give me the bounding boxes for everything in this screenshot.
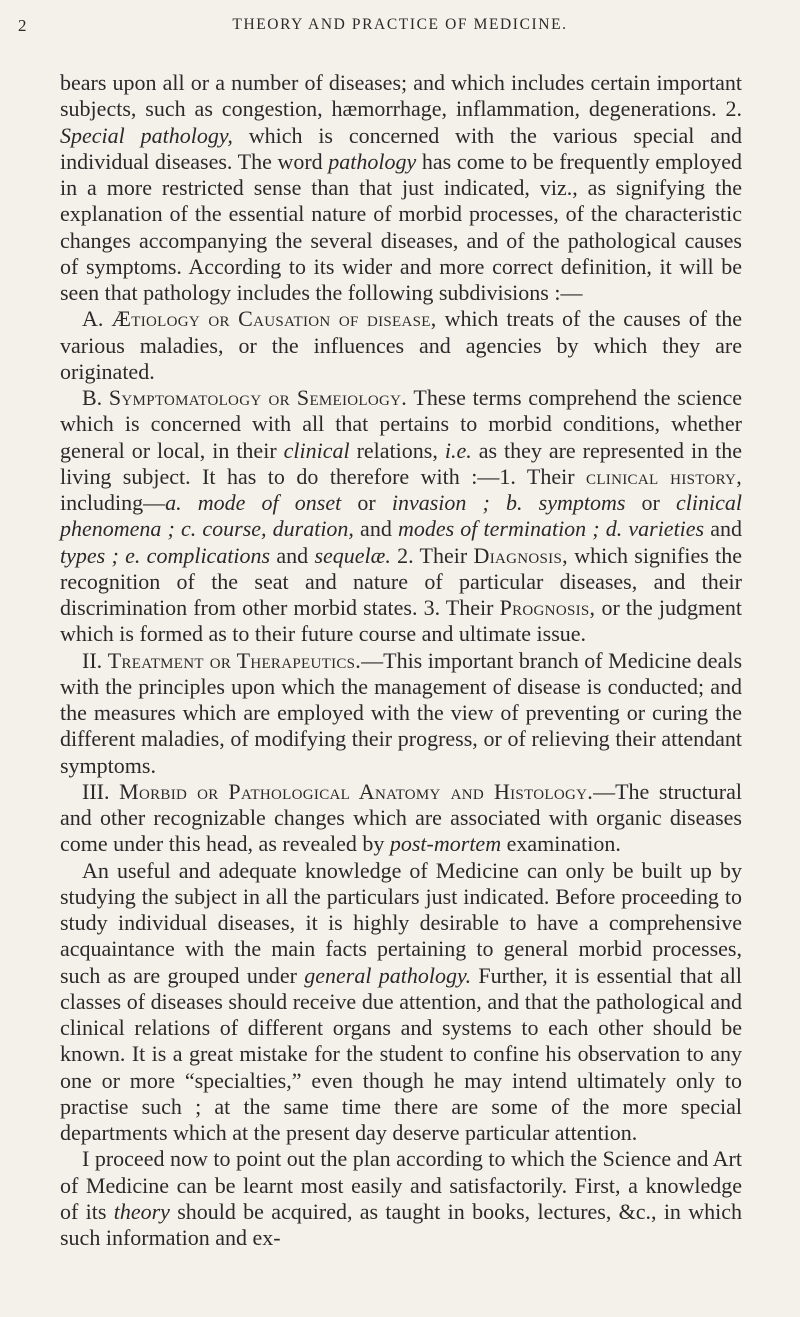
- italic-text: clinical: [283, 437, 350, 463]
- text-run: and: [353, 516, 398, 542]
- italic-text: Special pathology,: [60, 122, 233, 148]
- page-number: 2: [18, 16, 27, 35]
- text-run: examination.: [501, 831, 621, 857]
- text-run: A.: [82, 306, 112, 332]
- italic-text: modes of termination ; d. varieties: [397, 516, 705, 542]
- text-run: —The structural and other recognizable changes which are associated with organic diseases come under this head, as revealed by: [60, 778, 742, 857]
- italic-text: post-mortem: [389, 831, 502, 857]
- small-caps-heading: Ætiology or Causation of disease,: [111, 306, 437, 332]
- text-run: should be acquired, as taught in books, lectures, &c., in which such information and ex-: [60, 1198, 742, 1250]
- text-run: II.: [82, 647, 108, 673]
- italic-text: general pathology.: [304, 962, 472, 988]
- text-run: —This important branch of Medicine deals with the principles upon which the management of disease is conducted; and the measures which are employed with the view of preventing or curing the different maladies, of modifying their progress, or of relieving their attendant symptoms.: [60, 647, 743, 778]
- text-run: An useful and adequate knowledge of Medicine can only be built up by studying the subject in all the particulars just indicated. Before proceeding to study individual diseases, it is highly desirable to have a comprehensive acquaintance with the main facts pertaining to general morbid processes, such as are grouped under: [60, 857, 742, 988]
- italic-text: types ; e. complications: [60, 542, 271, 568]
- text-run: which treats of the causes of the various maladies, or the influences and agencies by which they are originated.: [60, 306, 742, 384]
- paragraph: [60, 648, 742, 779]
- italic-text: a. mode of onset: [165, 490, 342, 515]
- text-run: These terms comprehend the science which is concerned with all that pertains to morbid conditions, whether general or local, in their: [60, 385, 742, 463]
- text-run: 2. Their: [390, 542, 474, 568]
- text-run: or the judgment which is formed as to their future course and ultimate issue.: [60, 595, 742, 647]
- paragraph: [60, 385, 742, 648]
- text-run: bears upon all or a number of diseases; and which includes certain important subjects, such as congestion, hæmorrhage, inflammation, degenerations. 2.: [60, 70, 742, 122]
- running-head: THEORY AND PRACTICE OF MEDICINE.: [232, 16, 568, 33]
- text-run: which is concerned with the various special and individual diseases. The word: [60, 122, 743, 174]
- italic-text: sequelæ.: [314, 542, 391, 568]
- paragraph: [60, 306, 742, 385]
- text-run: has come to be frequently employed in a more restricted sense than that just indicated, viz., as signifying the explanation of the essential nature of morbid processes, of the characteristic changes accompanying the several diseases, and of the pathological causes of symptoms. According to its wider and more correct definition, it will be seen that pathology includes the following subdivisions :—: [60, 148, 742, 305]
- text-run: and: [704, 516, 743, 542]
- small-caps-heading: Symptomatology or Semeiology.: [108, 385, 408, 410]
- text-run: Further, it is essential that all classes of diseases should receive due attention, and that the pathological and clinical relations of different organs and systems to each other should be known. It is a great mistake for the student to confine his observation to any one or more “specialties,” even though he may intend ultimately only to practise such ; at the same time there are some of the more special departments which at the present day deserve particular attention.: [60, 962, 742, 1145]
- small-caps-heading: Morbid or Pathological Anatomy and Histology.: [119, 778, 594, 804]
- page-header: [18, 16, 782, 40]
- text-run: or: [625, 490, 677, 515]
- italic-text: pathology: [328, 148, 417, 174]
- body-text: [60, 70, 742, 1251]
- italic-text: i.e.: [444, 437, 472, 463]
- text-run: as they are represented in the living subject. It has to do therefore with :—1. Their: [60, 437, 742, 489]
- small-caps-heading: Diagnosis,: [473, 542, 568, 568]
- text-run: which signifies the recognition of the seat and nature of particular diseases, and their discrimination from other morbid states. 3. Their: [60, 542, 742, 620]
- paragraph: [60, 1146, 742, 1251]
- text-run: or: [341, 490, 392, 515]
- text-run: III.: [82, 778, 120, 804]
- italic-text: invasion ; b. symptoms: [391, 490, 626, 515]
- paragraph: [60, 858, 742, 1147]
- paragraph: [60, 70, 742, 306]
- small-caps-heading: Treatment or Therapeutics.: [107, 647, 362, 673]
- italic-text: theory: [113, 1198, 170, 1224]
- paragraph: [60, 779, 742, 858]
- text-run: including—: [60, 490, 166, 515]
- text-run: relations,: [349, 437, 445, 463]
- text-run: and: [270, 542, 315, 568]
- text-run: I proceed now to point out the plan according to which the Science and Art of Medicine can be learnt most easily and satisfactorily. First, a knowledge of its: [60, 1146, 742, 1224]
- small-caps-heading: clinical history,: [586, 463, 742, 489]
- small-caps-heading: Prognosis,: [499, 595, 596, 620]
- italic-text: clinical phenomena ; c. course, duration,: [60, 490, 743, 542]
- text-run: B.: [82, 385, 109, 410]
